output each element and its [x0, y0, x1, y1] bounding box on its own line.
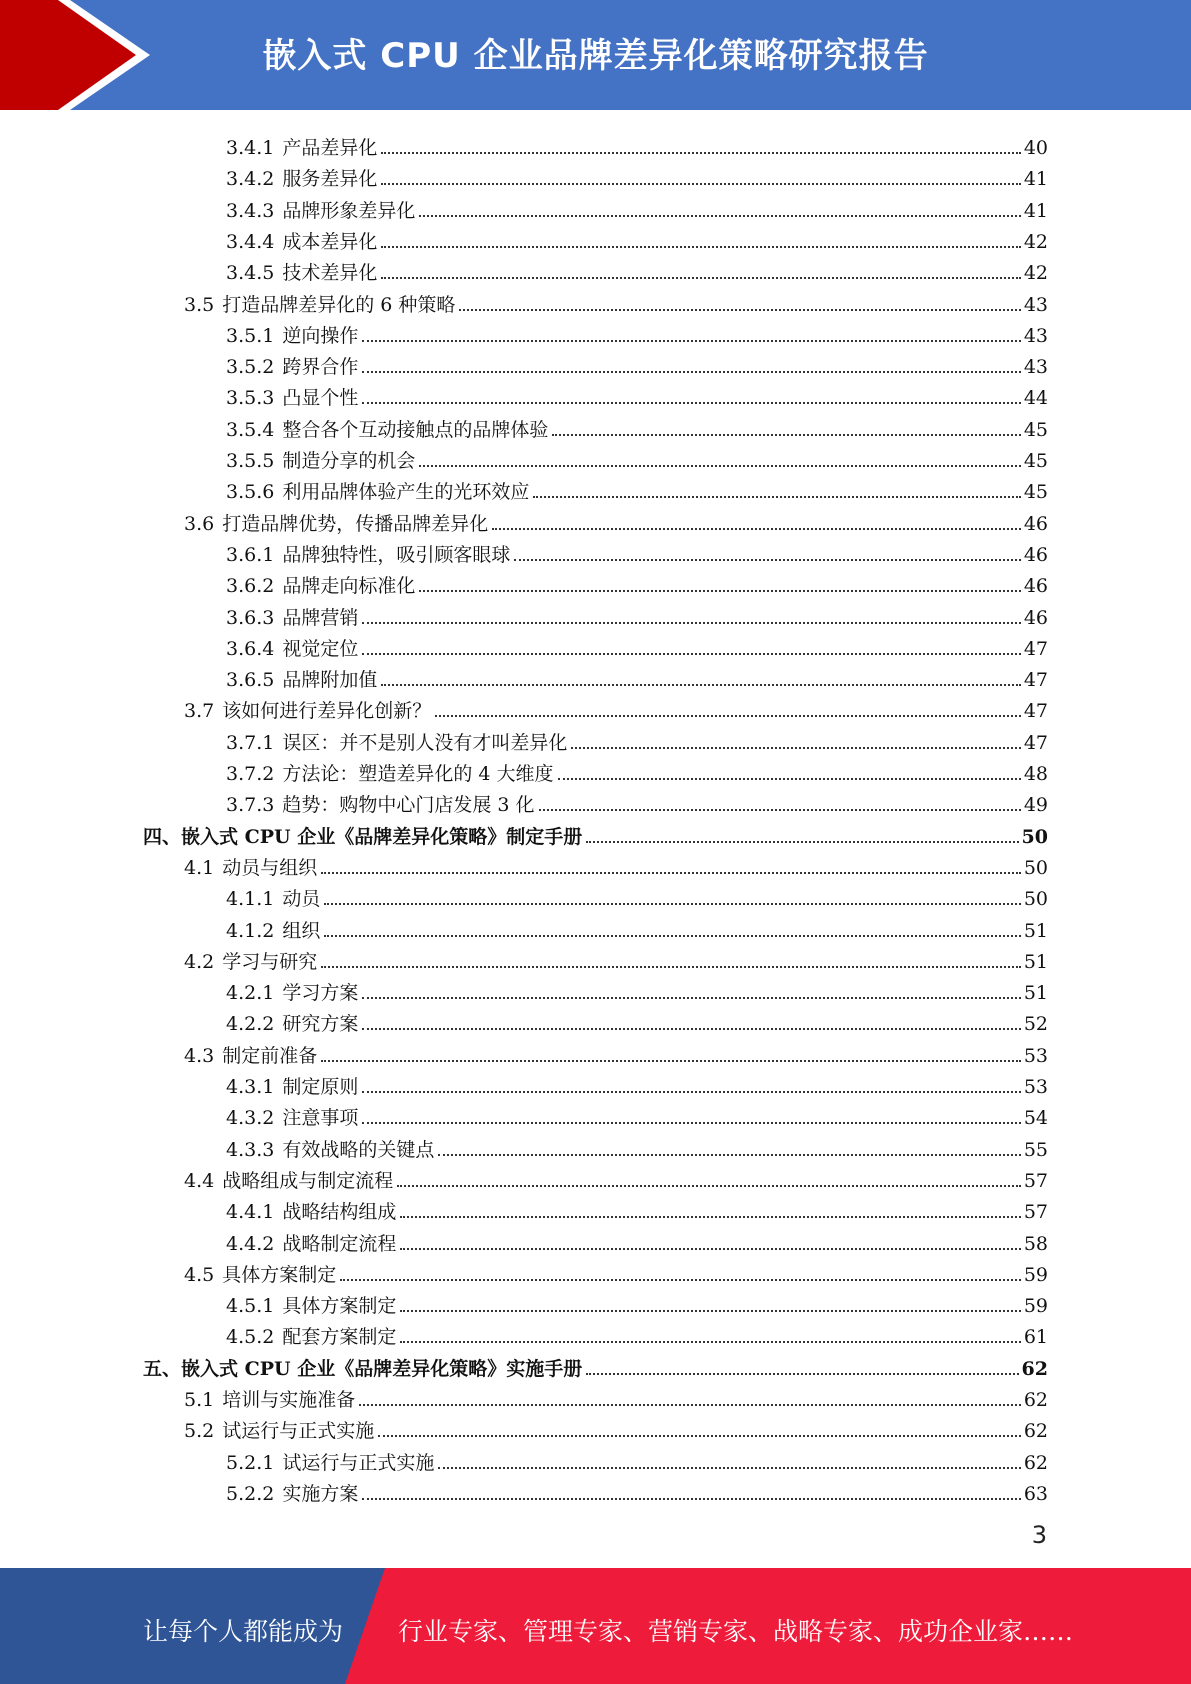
toc-entry[interactable]: [184, 942, 1048, 973]
toc-entry[interactable]: [143, 817, 1048, 848]
toc-dot-leader: [400, 1341, 1020, 1343]
toc-dot-leader: [362, 340, 1020, 342]
toc-entry-number: 4.3.1: [226, 1076, 275, 1098]
toc-dot-leader: [362, 1122, 1020, 1124]
toc-entry-number: 3.7.1: [226, 731, 275, 754]
toc-entry-number: 3.4.3: [226, 199, 275, 222]
toc-entry-label: 战略结构组成: [282, 1201, 397, 1224]
toc-entry[interactable]: [226, 1130, 1048, 1161]
toc-entry-number: 3.7.3: [226, 794, 275, 817]
toc-entry[interactable]: [184, 1036, 1048, 1067]
toc-entry-page: 46: [1023, 512, 1048, 535]
toc-entry[interactable]: [226, 1004, 1048, 1035]
toc-entry-number: 4.4: [184, 1169, 215, 1192]
toc-entry-label: 产品差异化: [282, 137, 378, 159]
toc-entry-page: 41: [1023, 199, 1048, 222]
toc-entry-number: 3.4.2: [226, 168, 275, 191]
toc-entry-page: 47: [1023, 731, 1048, 754]
toc-entry-number: 3.5.1: [226, 324, 275, 347]
toc-entry-number: 3.5: [184, 293, 215, 316]
toc-entry-label: 嵌入式 CPU 企业《品牌差异化策略》制定手册: [181, 825, 583, 848]
toc-entry-number: 3.6.1: [226, 543, 275, 566]
toc-entry-label: 整合各个互动接触点的品牌体验: [282, 418, 549, 441]
toc-entry-page: 62: [1021, 1357, 1048, 1380]
toc-entry[interactable]: [226, 347, 1048, 378]
toc-entry-label: 利用品牌体验产生的光环效应: [282, 481, 530, 504]
toc-entry[interactable]: [226, 1474, 1048, 1505]
toc-dot-leader: [378, 1435, 1021, 1437]
toc-entry[interactable]: [226, 723, 1048, 754]
toc-entry-label: 该如何进行差异化创新？: [222, 700, 432, 723]
toc-entry-number: 5.2.1: [226, 1451, 275, 1474]
toc-dot-leader: [400, 1248, 1020, 1250]
toc-entry-number: 3.5.4: [226, 418, 275, 441]
toc-dot-leader: [492, 528, 1021, 530]
toc-dot-leader: [419, 590, 1020, 592]
toc-dot-leader: [381, 152, 1020, 154]
toc-entry-number: 5.2: [184, 1420, 215, 1443]
toc-dot-leader: [362, 1498, 1020, 1500]
toc-entry[interactable]: [226, 566, 1048, 597]
toc-entry-label: 制定原则: [282, 1076, 359, 1098]
toc-entry[interactable]: [226, 660, 1048, 691]
toc-entry-page: 49: [1023, 794, 1048, 817]
toc-dot-leader: [362, 997, 1020, 999]
toc-dot-leader: [362, 371, 1020, 373]
toc-entry-page: 45: [1023, 481, 1048, 504]
toc-entry-page: 63: [1023, 1482, 1048, 1505]
toc-entry-label: 打造品牌优势，传播品牌差异化: [222, 512, 489, 535]
toc-entry-page: 58: [1023, 1232, 1048, 1255]
toc-entry-number: 4.4.2: [226, 1232, 275, 1255]
toc-entry-number: 4.3.3: [226, 1138, 275, 1161]
toc-entry-page: 50: [1023, 888, 1048, 911]
toc-dot-leader: [586, 1373, 1018, 1375]
toc-entry-page: 43: [1023, 293, 1048, 316]
toc-entry-page: 51: [1023, 919, 1048, 942]
toc-entry-label: 凸显个性: [282, 387, 359, 410]
toc-entry-number: 3.5.5: [226, 450, 275, 472]
toc-entry-page: 46: [1023, 606, 1048, 629]
toc-entry-label: 服务差异化: [282, 168, 378, 191]
toc-entry[interactable]: [226, 1286, 1048, 1317]
toc-entry-page: 51: [1023, 982, 1048, 1005]
toc-entry[interactable]: [226, 472, 1048, 503]
toc-entry-label: 动员与组织: [222, 856, 318, 879]
toc-dot-leader: [539, 809, 1021, 811]
toc-entry[interactable]: [226, 253, 1048, 284]
toc-dot-leader: [419, 215, 1020, 217]
toc-entry[interactable]: [184, 848, 1048, 879]
footer-slogan-right: 行业专家、管理专家、营销专家、战略专家、成功企业家……: [398, 1617, 1074, 1646]
toc-entry[interactable]: [226, 1067, 1048, 1098]
toc-dot-leader: [381, 684, 1020, 686]
toc-entry-page: 46: [1023, 575, 1048, 598]
toc-dot-leader: [552, 434, 1020, 436]
toc-entry[interactable]: [226, 378, 1048, 409]
toc-dot-leader: [400, 1310, 1020, 1312]
toc-entry[interactable]: [226, 1224, 1048, 1255]
toc-entry-label: 制定前准备: [222, 1044, 318, 1067]
toc-entry-label: 跨界合作: [282, 356, 359, 379]
toc-entry[interactable]: [226, 410, 1048, 441]
toc-entry-page: 51: [1023, 950, 1048, 973]
toc-entry-number: 4.2.1: [226, 982, 275, 1005]
toc-entry-page: 44: [1023, 387, 1048, 410]
toc-entry-page: 43: [1023, 324, 1048, 347]
toc-entry[interactable]: [226, 222, 1048, 253]
toc-dot-leader: [340, 1279, 1021, 1281]
toc-entry-page: 45: [1023, 418, 1048, 441]
toc-entry-label: 注意事项: [282, 1107, 359, 1130]
toc-entry-number: 四、: [143, 825, 182, 848]
toc-entry-label: 品牌营销: [282, 606, 359, 629]
toc-entry-label: 制造分享的机会: [282, 450, 416, 472]
toc-entry[interactable]: [226, 754, 1048, 785]
toc-entry-label: 误区：并不是别人没有才叫差异化: [282, 731, 568, 754]
toc-entry-number: 4.4.1: [226, 1201, 275, 1224]
toc-dot-leader: [586, 841, 1018, 843]
toc-dot-leader: [419, 465, 1020, 467]
toc-entry-label: 组织: [282, 919, 321, 942]
page-header: [0, 0, 1191, 110]
toc-entry-label: 逆向操作: [282, 324, 359, 347]
toc-entry-number: 4.3: [184, 1044, 215, 1067]
toc-dot-leader: [438, 1467, 1020, 1469]
toc-entry-number: 3.6.3: [226, 606, 275, 629]
toc-entry[interactable]: [184, 1255, 1048, 1286]
toc-entry-label: 嵌入式 CPU 企业《品牌差异化策略》实施手册: [181, 1357, 583, 1380]
toc-entry-number: 5.2.2: [226, 1482, 275, 1505]
toc-entry-number: 3.4.1: [226, 137, 275, 159]
toc-entry-page: 61: [1023, 1326, 1048, 1349]
toc-entry-label: 试运行与正式实施: [282, 1451, 435, 1474]
toc-dot-leader: [435, 715, 1021, 717]
toc-entry[interactable]: [226, 879, 1048, 910]
toc-dot-leader: [459, 309, 1020, 311]
toc-entry-page: 47: [1023, 637, 1048, 660]
toc-entry-page: 50: [1021, 825, 1048, 848]
toc-entry-number: 3.6.2: [226, 575, 275, 598]
toc-dot-leader: [397, 1185, 1021, 1187]
toc-entry-number: 3.4.5: [226, 262, 275, 285]
toc-entry[interactable]: [226, 535, 1048, 566]
toc-entry[interactable]: [184, 1411, 1048, 1442]
toc-entry-page: 62: [1023, 1451, 1048, 1474]
toc-entry[interactable]: [226, 441, 1048, 472]
toc-dot-leader: [321, 872, 1021, 874]
toc-entry-label: 成本差异化: [282, 230, 378, 253]
toc-entry-label: 试运行与正式实施: [222, 1420, 375, 1443]
toc-entry-page: 62: [1023, 1420, 1048, 1443]
toc-entry-number: 3.5.3: [226, 387, 275, 410]
toc-entry-label: 方法论：塑造差异化的 4 大维度: [282, 763, 554, 785]
toc-entry-number: 4.5.1: [226, 1295, 275, 1318]
toc-entry[interactable]: [226, 1098, 1048, 1129]
toc-entry[interactable]: [226, 159, 1048, 190]
toc-entry-page: 40: [1023, 137, 1048, 159]
toc-entry-label: 研究方案: [282, 1013, 359, 1036]
toc-entry-label: 学习与研究: [222, 950, 318, 973]
toc-entry-page: 57: [1023, 1169, 1048, 1192]
toc-entry-label: 具体方案制定: [282, 1295, 397, 1318]
toc-entry[interactable]: [184, 1380, 1048, 1411]
toc-dot-leader: [362, 402, 1020, 404]
toc-entry-page: 53: [1023, 1044, 1048, 1067]
toc-entry-label: 品牌走向标准化: [282, 575, 416, 598]
toc-entry-page: 43: [1023, 356, 1048, 379]
toc-entry-number: 4.2: [184, 950, 215, 973]
toc-entry[interactable]: [226, 1192, 1048, 1223]
toc-dot-leader: [362, 653, 1020, 655]
toc-entry-number: 五、: [143, 1357, 182, 1380]
toc-dot-leader: [533, 496, 1020, 498]
toc-dot-leader: [558, 778, 1021, 780]
toc-entry-number: 3.5.6: [226, 481, 275, 504]
toc-entry-page: 42: [1023, 262, 1048, 285]
toc-entry-label: 品牌形象差异化: [282, 199, 416, 222]
toc-dot-leader: [362, 1091, 1020, 1093]
toc-entry-number: 4.5: [184, 1263, 215, 1286]
toc-entry-label: 学习方案: [282, 982, 359, 1005]
toc-entry[interactable]: [143, 1349, 1048, 1380]
toc-dot-leader: [571, 747, 1020, 749]
toc-entry-page: 59: [1023, 1295, 1048, 1318]
toc-entry-number: 3.7.2: [226, 763, 275, 785]
toc-entry-label: 技术差异化: [282, 262, 378, 285]
toc-entry-page: 47: [1023, 700, 1048, 723]
document-title: 嵌入式 CPU 企业品牌差异化策略研究报告: [262, 36, 929, 76]
toc-entry-label: 培训与实施准备: [222, 1389, 356, 1411]
toc-entry-number: 4.5.2: [226, 1326, 275, 1349]
toc-entry[interactable]: [226, 1317, 1048, 1348]
toc-entry-label: 战略制定流程: [282, 1232, 397, 1255]
toc-dot-leader: [400, 1216, 1020, 1218]
toc-entry[interactable]: [226, 1443, 1048, 1474]
toc-entry-page: 47: [1023, 669, 1048, 692]
toc-entry-page: 52: [1023, 1013, 1048, 1036]
toc-entry[interactable]: [226, 128, 1048, 159]
toc-entry-number: 4.1.1: [226, 888, 275, 911]
toc-dot-leader: [381, 277, 1020, 279]
toc-entry-number: 4.1.2: [226, 919, 275, 942]
toc-entry[interactable]: [226, 785, 1048, 816]
toc-dot-leader: [381, 246, 1020, 248]
toc-entry-label: 配套方案制定: [282, 1326, 397, 1349]
toc-dot-leader: [362, 622, 1020, 624]
toc-entry-label: 动员: [282, 888, 321, 911]
toc-entry-label: 品牌附加值: [282, 669, 378, 692]
toc-entry-page: 48: [1023, 763, 1048, 785]
toc-entry[interactable]: [226, 911, 1048, 942]
page-footer: [0, 1568, 1191, 1684]
toc-entry-number: 4.1: [184, 856, 215, 879]
toc-entry[interactable]: [184, 504, 1048, 535]
toc-entry-number: 3.5.2: [226, 356, 275, 379]
toc-entry-page: 62: [1023, 1389, 1048, 1411]
toc-entry[interactable]: [226, 598, 1048, 629]
toc-entry[interactable]: [226, 316, 1048, 347]
toc-entry-number: 3.6: [184, 512, 215, 535]
toc-entry-page: 54: [1023, 1107, 1048, 1130]
toc-entry-page: 41: [1023, 168, 1048, 191]
toc-entry-label: 视觉定位: [282, 637, 359, 660]
toc-entry-label: 战略组成与制定流程: [222, 1169, 394, 1192]
toc-entry-number: 3.6.4: [226, 637, 275, 660]
toc-entry-page: 46: [1023, 543, 1048, 566]
toc-entry-label: 有效战略的关键点: [282, 1138, 435, 1161]
toc-entry-label: 趋势：购物中心门店发展 3 化: [282, 794, 535, 817]
toc-dot-leader: [514, 559, 1020, 561]
toc-entry-number: 3.6.5: [226, 669, 275, 692]
toc-entry-label: 品牌独特性，吸引顾客眼球: [282, 543, 511, 566]
toc-entry-label: 打造品牌差异化的 6 种策略: [222, 293, 456, 316]
toc-entry-page: 55: [1023, 1138, 1048, 1161]
toc-entry-number: 3.4.4: [226, 230, 275, 253]
toc-dot-leader: [359, 1404, 1021, 1406]
toc-entry[interactable]: [226, 191, 1048, 222]
toc-entry-page: 59: [1023, 1263, 1048, 1286]
toc-dot-leader: [381, 183, 1020, 185]
toc-entry-number: 5.1: [184, 1389, 215, 1411]
toc-dot-leader: [324, 935, 1020, 937]
toc-entry[interactable]: [226, 629, 1048, 660]
toc-dot-leader: [362, 1028, 1020, 1030]
toc-dot-leader: [324, 903, 1020, 905]
toc-entry-page: 42: [1023, 230, 1048, 253]
toc-entry-page: 53: [1023, 1076, 1048, 1098]
toc-entry[interactable]: [184, 1161, 1048, 1192]
toc-dot-leader: [321, 1060, 1021, 1062]
toc-entry-page: 50: [1023, 856, 1048, 879]
toc-entry[interactable]: [226, 973, 1048, 1004]
toc-entry[interactable]: [184, 285, 1048, 316]
toc-entry[interactable]: [184, 691, 1048, 722]
toc-dot-leader: [321, 966, 1021, 968]
toc-entry-number: 3.7: [184, 700, 215, 723]
toc-entry-label: 具体方案制定: [222, 1263, 337, 1286]
toc-dot-leader: [438, 1154, 1020, 1156]
toc-entry-page: 45: [1023, 450, 1048, 472]
footer-slogan-left: 让每个人都能成为: [143, 1617, 344, 1646]
toc-entry-number: 4.3.2: [226, 1107, 275, 1130]
toc-entry-page: 57: [1023, 1201, 1048, 1224]
toc-entry-number: 4.2.2: [226, 1013, 275, 1036]
page-number: 3: [1031, 1521, 1047, 1549]
toc-entry-label: 实施方案: [282, 1482, 359, 1505]
